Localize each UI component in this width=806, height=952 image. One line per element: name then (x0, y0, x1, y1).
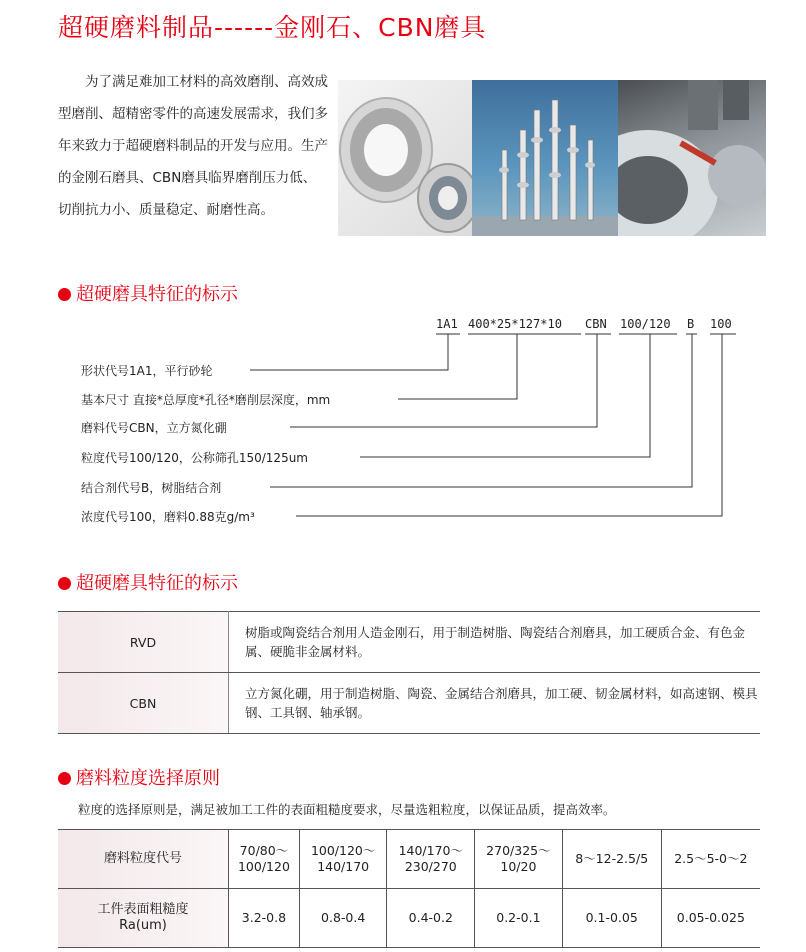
section-heading-abrasive: 超硬磨具特征的标示 (58, 569, 238, 595)
grit-cell: 2.5～5-0～2 (661, 830, 760, 889)
intro-text: 为了满足难加工材料的高效磨削、高效成型磨削、超精密零件的高速发展需求，我们多年来致力于超硬磨料制品的开发与应用。生产的金刚石磨具、CBN磨具临界磨削压力低、切削抗力小、质量稳定、耐磨性高。 (58, 74, 328, 218)
roughness-cell: 0.8-0.4 (299, 889, 387, 948)
roughness-cell: 0.4-0.2 (387, 889, 475, 948)
grit-table (58, 829, 760, 948)
grit-row-header: 磨料粒度代号 (58, 830, 229, 889)
abrasive-code: RVD (58, 612, 229, 673)
section-heading-grit: 磨料粒度选择原则 (58, 764, 220, 790)
roughness-cell: 0.1-0.05 (562, 889, 661, 948)
grit-selection-note: 粒度的选择原则是，满足被加工工件的表面粗糙度要求，尽量选粗粒度，以保证品质，提高效率。 (78, 802, 616, 817)
table-row (58, 889, 760, 948)
abrasive-desc: 树脂或陶瓷结合剂用人造金刚石，用于制造树脂、陶瓷结合剂磨具，加工硬质合金、有色金属、硬脆非金属材料。 (229, 612, 761, 673)
roughness-cell: 0.05-0.025 (661, 889, 760, 948)
page-title: 超硬磨料制品------金刚石、CBN磨具 (58, 13, 487, 42)
red-bullet-icon (58, 577, 71, 590)
marking-label-shape: 形状代号1A1，平行砂轮 (81, 362, 218, 379)
code-dimensions: 400*25*127*10 (468, 317, 562, 331)
section-heading-marking: 超硬磨具特征的标示 (58, 280, 238, 306)
table-row (58, 612, 760, 673)
abrasive-table (58, 611, 760, 734)
grit-cell: 8～12-2.5/5 (562, 830, 661, 889)
roughness-cell: 3.2-0.8 (229, 889, 300, 948)
code-bond: B (687, 317, 695, 331)
abrasive-desc: 立方氮化硼，用于制造树脂、陶瓷、金属结合剂磨具，加工硬、韧金属材料，如高速钢、模具钢、工具钢、轴承钢。 (229, 673, 761, 734)
marking-label-concentration: 浓度代号100，磨料0.88克g/m³ (81, 508, 261, 525)
table-row (58, 830, 760, 889)
grit-cell: 70/80～ 100/120 (229, 830, 300, 889)
marking-label-bond: 结合剂代号B，树脂结合剂 (81, 479, 227, 496)
roughness-cell: 0.2-0.1 (475, 889, 563, 948)
marking-label-dimensions: 基本尺寸 直接*总厚度*孔径*磨削层深度，mm (81, 391, 336, 408)
roughness-row-header: 工件表面粗糙度 Ra(um) (58, 889, 229, 948)
code-concentration: 100 (710, 317, 732, 331)
marking-label-grit: 粒度代号100/120，公称筛孔150/125um (81, 449, 314, 466)
grit-cell: 270/325～ 10/20 (475, 830, 563, 889)
code-grit: 100/120 (620, 317, 671, 331)
code-shape: 1A1 (436, 317, 458, 331)
red-bullet-icon (58, 772, 71, 785)
grit-cell: 100/120～ 140/170 (299, 830, 387, 889)
table-row (58, 673, 760, 734)
marking-label-abrasive: 磨料代号CBN，立方氮化硼 (81, 419, 233, 436)
abrasive-code: CBN (58, 673, 229, 734)
code-abrasive: CBN (585, 317, 607, 331)
grit-cell: 140/170～ 230/270 (387, 830, 475, 889)
